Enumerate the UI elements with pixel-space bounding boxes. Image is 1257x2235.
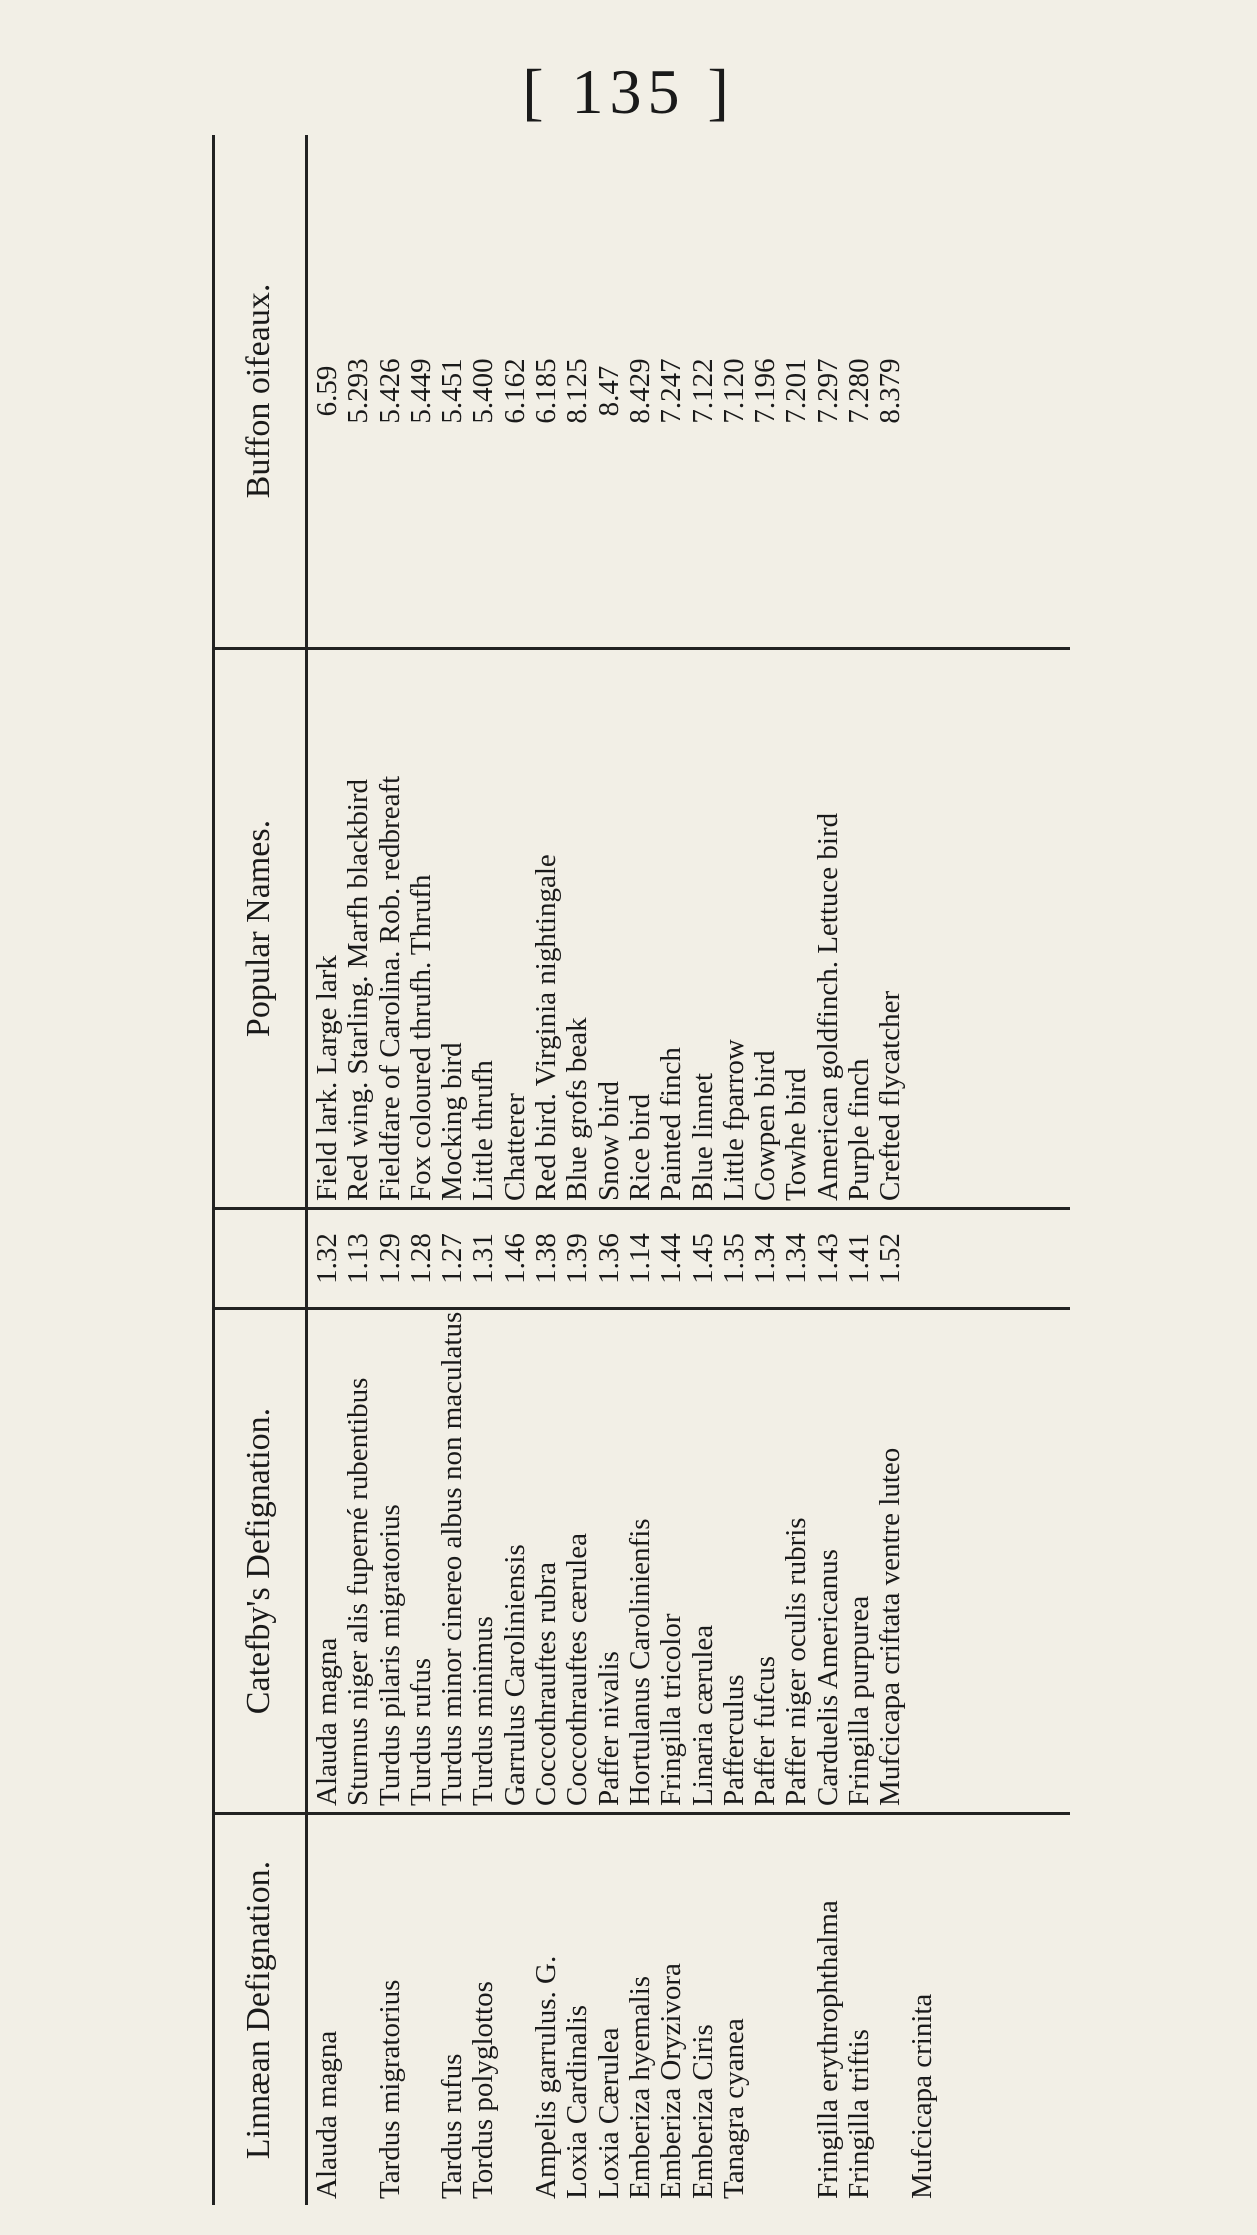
popular-cell: Little fparrow [717,1039,750,1201]
linnaean-cell: Mufcicapa crinita [905,1993,938,2199]
catesby-pages-cell: 1.35 [717,1233,750,1284]
page-number: [ 135 ] [522,56,735,127]
catesby-pages-cell: 1.36 [592,1233,625,1284]
catesby-pages-cell: 1.29 [373,1233,406,1284]
catesby-cell: Hortulanus Carolinienfis [623,1518,656,1806]
buffon-cell: 8.125 [561,358,594,424]
buffon-cell: 7.120 [717,358,750,424]
catesby-cell: Linaria cærulea [686,1624,719,1806]
buffon-cell: 7.280 [843,358,876,424]
catesby-pages-cell: 1.43 [811,1233,844,1284]
popular-cell: Mocking bird [436,1042,469,1201]
catesby-pages-cell: 1.38 [530,1233,563,1284]
catesby-pages-cell: 1.34 [780,1233,813,1284]
linnaean-cell: Loxia Cærulea [592,2027,625,2199]
catesby-cell: Paffer fufcus [749,1655,782,1806]
catesby-cell: Alauda magna [311,1637,343,1806]
buffon-cell: 8.47 [592,365,625,417]
catesby-pages-cell: 1.45 [686,1233,719,1284]
linnaean-cell [781,1815,812,2205]
catesby-cell [907,1310,938,1812]
catesby-cell: Turdus minimus [467,1616,500,1806]
buffon-cell: 7.247 [655,358,688,424]
popular-cell: Painted finch [655,1047,688,1201]
catesby-pages-cell: 1.34 [749,1233,782,1284]
linnaean-cell: Fringilla triftis [843,2029,876,2199]
popular-cell: Crefted flycatcher [874,990,907,1201]
buffon-cell: 8.429 [623,358,656,424]
popular-cell: Towhe bird [780,1068,813,1201]
linnaean-cell: Emberiza hyemalis [623,1975,656,2199]
catesby-cell: Turdus rufus [404,1658,437,1806]
popular-cell: Fox coloured thrufh. Thrufh [404,874,437,1201]
catesby-cell: Mufcicapa criftata ventre luteo [874,1447,907,1806]
buffon-cell: 5.426 [373,358,406,424]
buffon-cell: 7.122 [686,358,719,424]
popular-cell: Chatterer [498,1093,531,1201]
buffon-cell: 7.196 [749,358,782,424]
buffon-cell: 8.379 [874,358,907,424]
popular-cell: Red bird. Virginia nightingale [530,854,563,1201]
catesby-pages-cell: 1.41 [843,1233,876,1284]
linnaean-cell [406,1815,437,2205]
linnaean-cell: Fringilla erythrophthalma [811,1900,844,2199]
linnaean-cell: Emberiza Ciris [686,2024,719,2199]
catesby-cell: Paffer niger oculis rubris [780,1517,813,1806]
buffon-cell: 5.451 [436,358,469,424]
buffon-cell: 6.185 [530,358,563,424]
buffon-column [212,135,1070,650]
catesby-cell: Carduelis Americanus [811,1549,844,1806]
linnaean-cell: Tanagra cyanea [717,2018,750,2199]
catesby-pages-cell: 1.14 [623,1233,656,1284]
catesby-cell: Fringilla tricolor [655,1613,688,1806]
popular-cell: Red wing. Starling. Marfh blackbird [342,778,375,1201]
catesby-pages-cell: 1.44 [655,1233,688,1284]
bird-table [212,135,1070,2205]
popular-cell: Rice bird [623,1093,656,1201]
buffon-cell: 6.162 [498,358,531,424]
linnaean-cell [750,1815,781,2205]
catesby-pages-cell [907,1210,938,1307]
catesby-pages-cell: 1.52 [874,1233,907,1284]
buffon-cell: 6.59 [311,365,343,417]
popular-cell: Field lark. Large lark [311,955,343,1201]
buffon-cell: 7.297 [811,358,844,424]
catesby-cell: Coccothrauftes rubra [530,1562,563,1806]
popular-cell: Cowpen bird [749,1050,782,1201]
linnaean-cell [875,1815,906,2205]
catesby-cell: Turdus pilaris migratorius [373,1504,406,1806]
popular-cell: Blue grofs beak [561,1017,594,1201]
catesby-cell: Turdus minor cinereo albus non maculatus [436,1311,469,1806]
catesby-page-column [212,1210,1070,1310]
popular-cell: American goldfinch. Lettuce bird [811,812,844,1201]
catesby-column [212,1310,1070,1815]
catesby-pages-cell: 1.31 [467,1233,500,1284]
linnaean-cell: Tordus polyglottos [467,1981,500,2199]
popular-cell: Snow bird [592,1080,625,1201]
buffon-header: Buffon oifeaux. [212,135,308,647]
popular-cell: Blue linnet [686,1072,719,1201]
buffon-cell [907,135,938,647]
popular-cell [907,650,938,1207]
catesby-cell: Pafferculus [717,1674,750,1806]
catesby-pages-cell: 1.13 [342,1233,375,1284]
popular-header: Popular Names. [212,650,308,1207]
catesby-header: Catefby's Defignation. [212,1310,308,1812]
catesby-cell: Garrulus Caroliniensis [498,1544,531,1806]
buffon-cell: 5.293 [342,358,375,424]
catesby-cell: Coccothrauftes cærulea [561,1533,594,1806]
linnaean-cell: Tardus rufus [436,2053,469,2199]
linnaean-cell: Ampelis garrulus. G. [530,1955,563,2199]
linnaean-cell: Loxia Cardinalis [561,2004,594,2199]
linnaean-cell: Emberiza Oryzivora [655,1963,688,2199]
catesby-cell: Paffer nivalis [592,1651,625,1806]
linnaean-cell: Tardus migratorius [373,1979,406,2199]
buffon-cell: 7.201 [780,358,813,424]
catesby-cell: Sturnus niger alis fuperné rubentibus [342,1377,375,1806]
linnaean-cell [343,1815,374,2205]
popular-cell: Little thrufh [467,1060,500,1201]
catesby-page-header [212,1210,308,1307]
catesby-pages-cell: 1.28 [404,1233,437,1284]
linnaean-column [212,1815,1070,2205]
catesby-cell: Fringilla purpurea [843,1595,876,1806]
popular-column [212,650,1070,1210]
buffon-cell: 5.400 [467,358,500,424]
popular-cell: Fieldfare of Carolina. Rob. redbreaft [373,775,406,1201]
linnaean-cell [500,1815,531,2205]
popular-cell: Purple finch [843,1058,876,1201]
catesby-pages-cell: 1.27 [436,1233,469,1284]
linnaean-header: Linnæan Defignation. [212,1815,308,2205]
catesby-pages-cell: 1.32 [311,1233,343,1284]
linnaean-cell: Alauda magna [311,2030,343,2199]
catesby-pages-cell: 1.39 [561,1233,594,1284]
buffon-cell: 5.449 [404,358,437,424]
catesby-pages-cell: 1.46 [498,1233,531,1284]
